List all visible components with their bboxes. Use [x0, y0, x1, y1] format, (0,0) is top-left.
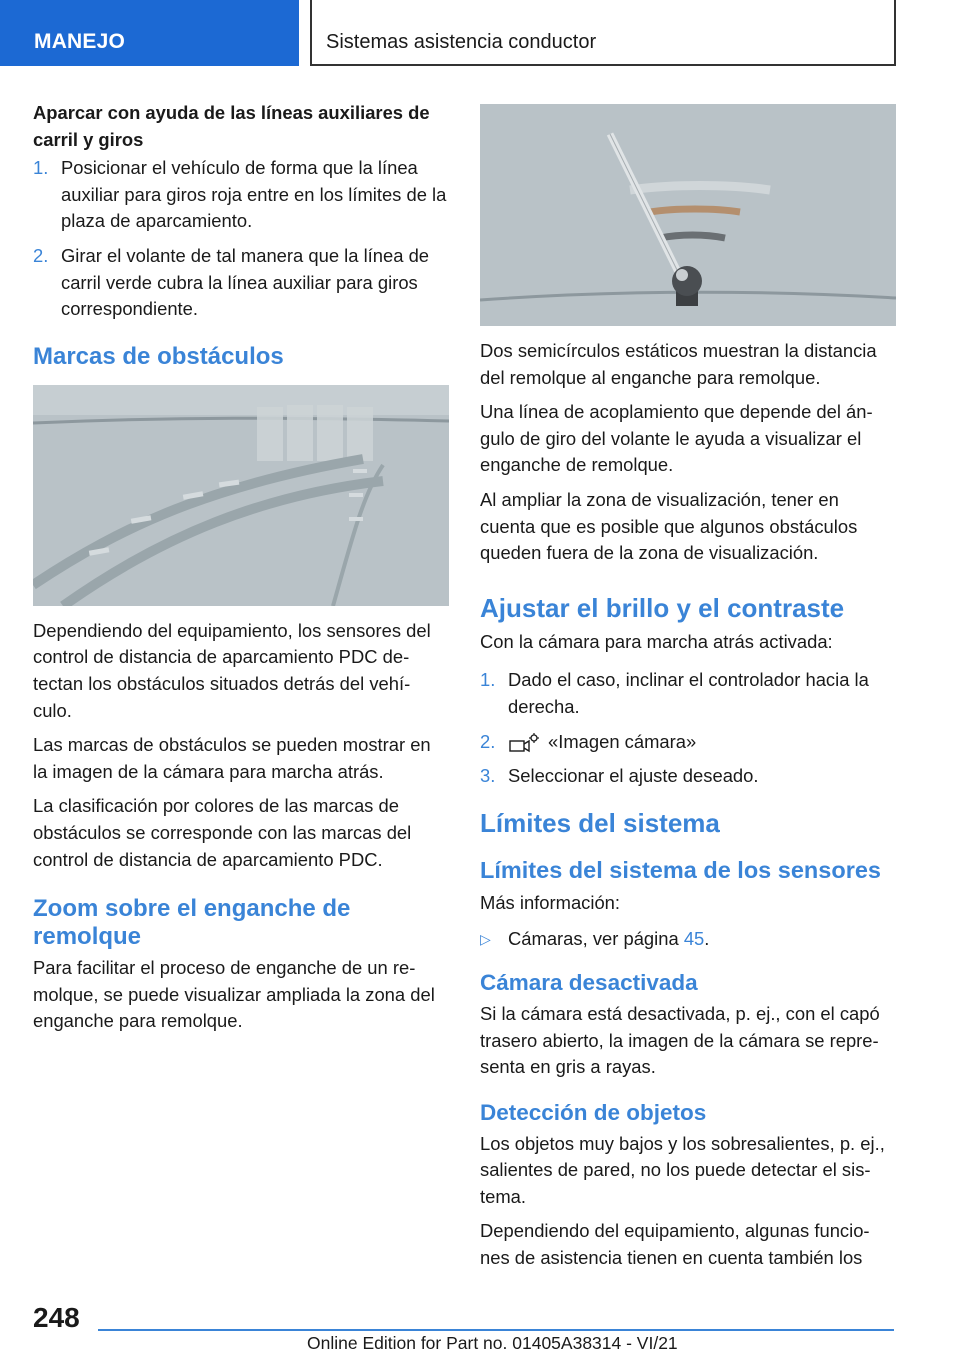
obstacles-paragraph-1: Dependiendo del equipamiento, los sensores del control de distancia de aparcamiento PDC de-tectan los obstáculos situados detrás del vehí-culo. [33, 619, 431, 721]
step-text: Posicionar el vehículo de forma que la línea auxiliar para giros roja entre en los límites de la plaza de aparcamiento. [61, 157, 447, 232]
list-item [480, 667, 896, 720]
footer-divider [98, 1329, 894, 1331]
page-number: 248 [33, 1302, 80, 1333]
reference-end: . [704, 928, 710, 950]
header-end-divider [894, 0, 896, 66]
header-divider [310, 0, 312, 66]
hitch-paragraph-1: Dos semicírculos estáticos muestran la distancia del remolque al enganche para remolque. [480, 340, 877, 388]
obstacle-marks-figure [33, 385, 449, 606]
header-underline [310, 64, 896, 66]
camera-off-paragraph: Si la cámara está desactivada, p. ej., con el capó trasero abierto, la imagen de la cámara se repre-senta en gris a rayas. [480, 1002, 880, 1078]
list-item [480, 926, 896, 953]
list-item [33, 155, 449, 235]
detection-paragraph-2: Dependiendo del equipamiento, algunas funcio-nes de asistencia tienen en cuenta también los [480, 1220, 870, 1269]
detection-paragraph-1: Los objetos muy bajos y los sobresalientes, p. ej., salientes de pared, no los puede detectar el sis-tema. [480, 1132, 885, 1207]
step-text: «Imagen cámara» [548, 730, 697, 752]
left-column [33, 100, 449, 1043]
list-item [480, 729, 896, 756]
obstacles-paragraph-3: La clasificación por colores de las marcas de obstáculos se corresponde con las marcas del control de distancia de aparcamiento PDC. [33, 795, 412, 870]
reference-text: Cámaras, ver página [508, 928, 684, 950]
heading-sensor-limits: Límites del sistema de los sensores [480, 856, 881, 883]
brightness-steps [480, 667, 896, 789]
heading-obstacle-marks: Marcas de obstáculos [33, 342, 284, 370]
triangle-bullet-icon: ▷ [480, 931, 491, 948]
list-item [480, 763, 896, 790]
reference-list [480, 926, 896, 953]
camera-settings-icon [508, 732, 540, 754]
parking-steps [33, 155, 449, 323]
more-info-label: Más información: [480, 891, 621, 913]
step-number: 1. [33, 157, 49, 179]
zoom-paragraph: Para facilitar el proceso de enganche de un re-molque, se puede visualizar ampliada la zona del enganche para remolque. [33, 957, 435, 1032]
section-tab: MANEJO [0, 0, 299, 66]
step-number: 1. [480, 669, 496, 691]
heading-system-limits: Límites del sistema [480, 807, 720, 838]
heading-object-detection: Detección de objetos [480, 1099, 707, 1125]
brightness-intro: Con la cámara para marcha atrás activada: [480, 630, 833, 652]
obstacles-paragraph-2: Las marcas de obstáculos se pueden mostrar en la imagen de la cámara para marcha atrás. [33, 734, 431, 782]
heading-camera-off: Cámara desactivada [480, 969, 698, 995]
step-number: 2. [480, 730, 496, 752]
chapter-title: Sistemas asistencia conductor [326, 31, 597, 53]
step-number: 3. [480, 765, 496, 787]
right-column [480, 104, 896, 1280]
step-text: Girar el volante de tal manera que la línea de carril verde cubra la línea auxiliar para giros correspondiente. [61, 244, 430, 320]
step-text: Dado el caso, inclinar el controlador hacia la derecha. [508, 669, 869, 717]
hitch-zoom-figure [480, 104, 896, 326]
step-number: 2. [33, 244, 49, 266]
page-reference-link[interactable]: 45 [683, 928, 705, 950]
heading-brightness-contrast: Ajustar el brillo y el contraste [480, 592, 845, 623]
hitch-paragraph-3: Al ampliar la zona de visualización, tener en cuenta que es posible que algunos obstáculos queden fuera de la zona de visualización. [480, 488, 858, 564]
step-text: Seleccionar el ajuste deseado. [508, 765, 759, 787]
heading-parking-aid: Aparcar con ayuda de las líneas auxiliares de carril y giros [33, 102, 430, 150]
hitch-paragraph-2: Una línea de acoplamiento que depende del án-gulo de giro del volante le ayuda a visualizar el enganche de remolque. [480, 401, 873, 476]
list-item [33, 243, 449, 323]
edition-footer: Online Edition for Part no. 01405A38314 - VI/21 [307, 1333, 678, 1353]
heading-hitch-zoom: Zoom sobre el enganche de remolque [33, 895, 351, 951]
